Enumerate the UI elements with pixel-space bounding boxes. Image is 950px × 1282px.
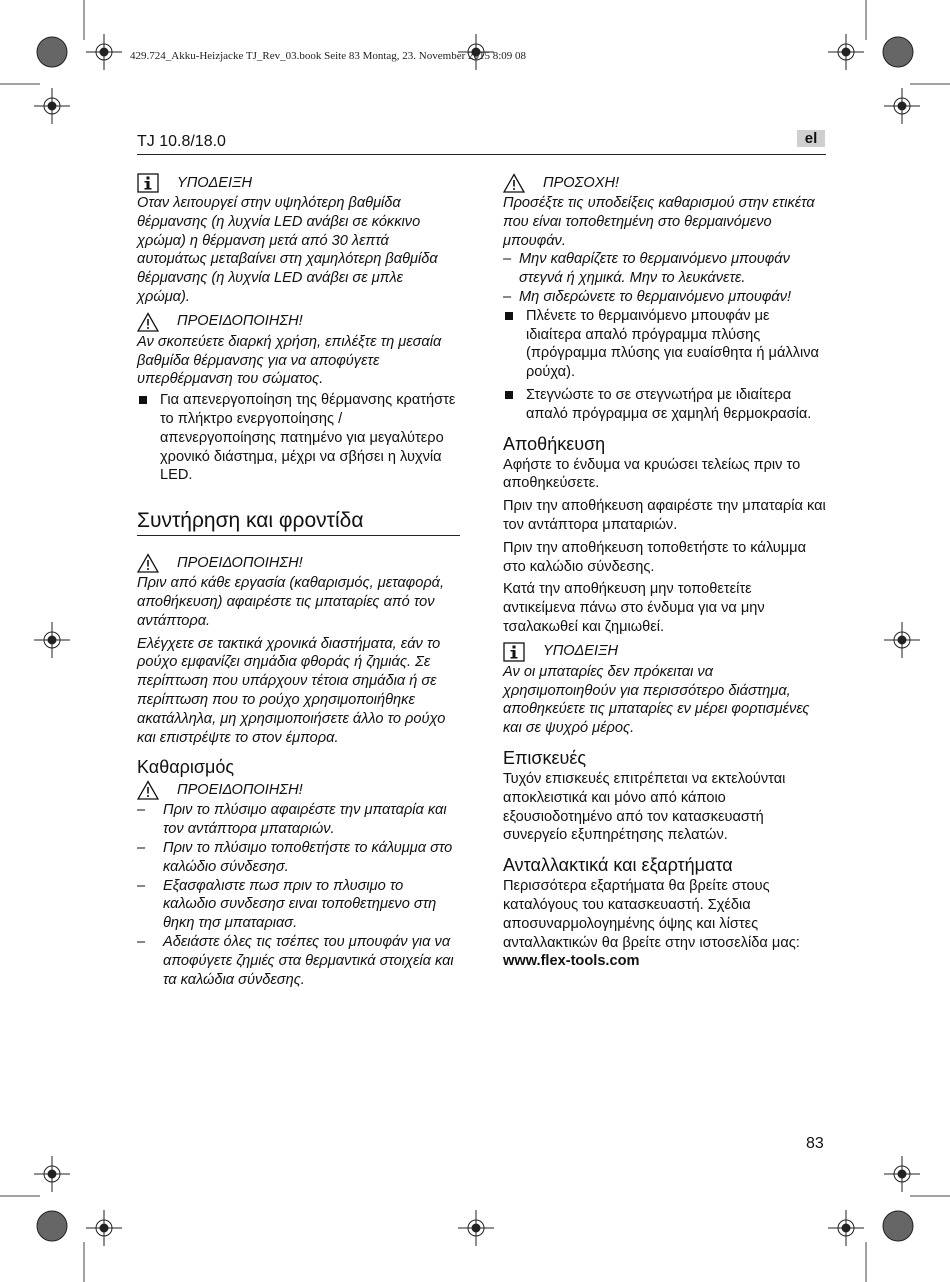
dash-mark: –: [137, 802, 146, 819]
dash-text: Μην καθαρίζετε το θερμαινόμενο μπουφάν στεγνά ή χημικά. Μην το λευκάνετε.: [519, 251, 790, 287]
header-rule: [137, 154, 826, 155]
bullet-item: [503, 307, 828, 382]
note-text: Αν οι μπαταρίες δεν πρόκειται να χρησιμοποιηθούν για περισσότερο διάστημα, αποθηκεύετε τις μπαταρίες εν μέρει φορτισμένες και σε ψυχρό μέρος.: [503, 663, 810, 737]
caution-title: ΠΡΟΣΟΧΗ!: [543, 174, 620, 191]
right-column: [503, 170, 828, 971]
info-icon: [503, 642, 525, 662]
storage-paragraph: Πριν την αποθήκευση αφαιρέστε την μπαταρία και τον αντάπτορα μπαταριών.: [503, 498, 826, 533]
bullet-text: Πλένετε το θερμαινόμενο μπουφάν με ιδιαίτερα απαλό πρόγραμμα πλύσης (πρόγραμμα πλύσης για ευαίσθητα ή μάλλινα ρούχα).: [526, 307, 819, 381]
warning-icon: [503, 173, 525, 193]
parts-text-body: Περισσότερα εξαρτήματα θα βρείτε στους καταλόγους του κατασκευαστή. Σχέδια αποσυναρμολογημένης όψης και λίστες ανταλλακτικών θα βρείτε στην ιστοσελίδα μας:: [503, 878, 800, 951]
info-icon: [137, 173, 159, 193]
bullet-text: Για απενεργοποίηση της θέρμανσης κρατήστε το πλήκτρο ενεργοποίησης / απενεργοποίησης πατημένο για μεγαλύτερο χρονικό διάστημα, μέχρι να σβήσει η λυχνία LED.: [160, 392, 456, 484]
print-header: 429.724_Akku-Heizjacke TJ_Rev_03.book Seite 83 Montag, 23. November 2015 8:09 08: [130, 50, 527, 62]
section-heading-storage: Αποθήκευση: [503, 433, 606, 454]
dash-mark: –: [137, 839, 146, 856]
dash-text: Εξασφαλιστε πωσ πριν το πλυσιμο το καλωδιο συνδεσησ ειναι τοποθετημενο στη θηκη τησ μπαταριασ.: [163, 877, 437, 932]
dash-text: Πριν το πλύσιμο τοποθετήστε το κάλυμμα στο καλώδιο σύνδεσησ.: [163, 839, 453, 875]
caution-heading: [503, 172, 828, 194]
repairs-text: Τυχόν επισκευές επιτρέπεται να εκτελούνται αποκλειστικά και μόνο από κάποιο εξουσιοδοτημένο από τον κατασκευαστή συνεργείο εξυπηρέτησης πελατών.: [503, 770, 786, 844]
warning-icon: [137, 553, 159, 573]
warning-text-2: Ελέγχετε σε τακτικά χρονικά διαστήματα, εάν το ρούχο εμφανίζει σημάδια φθοράς ή ζημιάς. Σε περίπτωση που υπάρχουν τέτοια σημάδια ή σε περίπτωση που το ρούχο χρησιμοποιήθηκε ακατάλληλα, μη χρησιμοποιήσετε άλλο το ρούχο και επιστρέψτε το στον έμπορα.: [137, 635, 446, 746]
note-title: ΥΠΟΔΕΙΞΗ: [543, 643, 619, 660]
storage-paragraph: Αφήστε το ένδυμα να κρυώσει τελείως πριν το αποθηκεύσετε.: [503, 456, 801, 492]
warning-icon: [137, 312, 159, 332]
dash-mark: –: [137, 877, 146, 894]
warning-title: ΠΡΟΕΙΔΟΠΟΙΗΣΗ!: [177, 554, 303, 571]
dash-mark: –: [503, 251, 512, 268]
section-heading-maintenance: Συντήρηση και φροντίδα: [137, 509, 460, 536]
warning-text: Πριν από κάθε εργασία (καθαρισμός, μεταφορά, αποθήκευση) αφαιρέστε τις μπαταρίες από τον αντάπτορα.: [137, 575, 445, 629]
warning-text: Αν σκοπεύετε διαρκή χρήση, επιλέξτε τη μεσαία βαθμίδα θέρμανσης για να αποφύγετε υπερθέρμανση του σώματος.: [137, 333, 442, 388]
bullet-square: [505, 312, 513, 320]
website-link[interactable]: www.flex-tools.com: [503, 953, 640, 970]
bullet-item: [137, 391, 460, 485]
page-number: 83: [806, 1135, 824, 1152]
dash-item: [137, 839, 460, 877]
language-badge: el: [797, 130, 825, 147]
dash-item: [503, 288, 828, 307]
section-heading-repairs: Επισκευές: [503, 747, 587, 768]
dash-item: [137, 877, 460, 933]
dash-item: [137, 933, 460, 989]
warning-icon: [137, 780, 159, 800]
note-title: ΥΠΟΔΕΙΞΗ: [177, 174, 253, 191]
dash-mark: –: [503, 288, 512, 305]
left-column: [137, 170, 460, 989]
warning-title: ΠΡΟΕΙΔΟΠΟΙΗΣΗ!: [177, 781, 303, 798]
dash-item: [503, 250, 828, 288]
note-heading: [503, 641, 828, 663]
warning-title: ΠΡΟΕΙΔΟΠΟΙΗΣΗ!: [177, 313, 303, 330]
caution-text: Προσέξτε τις υποδείξεις καθαρισμού στην ετικέτα που είναι τοποθετημένη στο θερμαινόμενο μπουφάν.: [503, 195, 815, 249]
section-heading-parts: Ανταλλακτικά και εξαρτήματα: [503, 855, 733, 876]
bullet-square: [505, 391, 513, 399]
parts-text: [503, 877, 828, 971]
dash-item: [137, 801, 460, 839]
dash-text: Μη σιδερώνετε το θερμαινόμενο μπουφάν!: [519, 288, 792, 305]
bullet-text: Στεγνώστε το σε στεγνωτήρα με ιδιαίτερα απαλό πρόγραμμα σε χαμηλή θερμοκρασία.: [526, 386, 812, 422]
bullet-square: [139, 396, 147, 404]
dash-text: Αδειάστε όλες τις τσέπες του μπουφάν για να αποφύγετε ζημιές στα θερμαντικά στοιχεία και τα καλώδια σύνδεσης.: [163, 933, 454, 988]
bullet-item: [503, 386, 828, 424]
warning-heading: [137, 311, 460, 333]
dash-text: Πριν το πλύσιμο αφαιρέστε την μπαταρία και τον αντάπτορα μπαταριών.: [163, 802, 447, 838]
warning-heading: [137, 779, 460, 801]
dash-mark: –: [137, 933, 146, 950]
section-heading-cleaning: Καθαρισμός: [137, 757, 235, 778]
storage-paragraph: Πριν την αποθήκευση τοποθετήστε το κάλυμμα στο καλώδιο σύνδεσης.: [503, 539, 807, 575]
model-label: TJ 10.8/18.0: [137, 133, 226, 150]
warning-heading: [137, 552, 460, 574]
note-heading: [137, 172, 460, 194]
storage-paragraph: Κατά την αποθήκευση μην τοποθετείτε αντικείμενα πάνω στο ένδυμα για να μην τσαλακωθεί και ζημιωθεί.: [503, 581, 765, 635]
note-text: Οταν λειτουργεί στην υψηλότερη βαθμίδα θέρμανσης (η λυχνία LED ανάβει σε κόκκινο χρώμα) η θέρμανση μετά από 30 λεπτά αυτομάτως μεταβαίνει στη χαμηλότερη βαθμίδα θέρμανσης (η λυχνία LED ανάβει σε μπλε χρώμα).: [137, 195, 438, 305]
